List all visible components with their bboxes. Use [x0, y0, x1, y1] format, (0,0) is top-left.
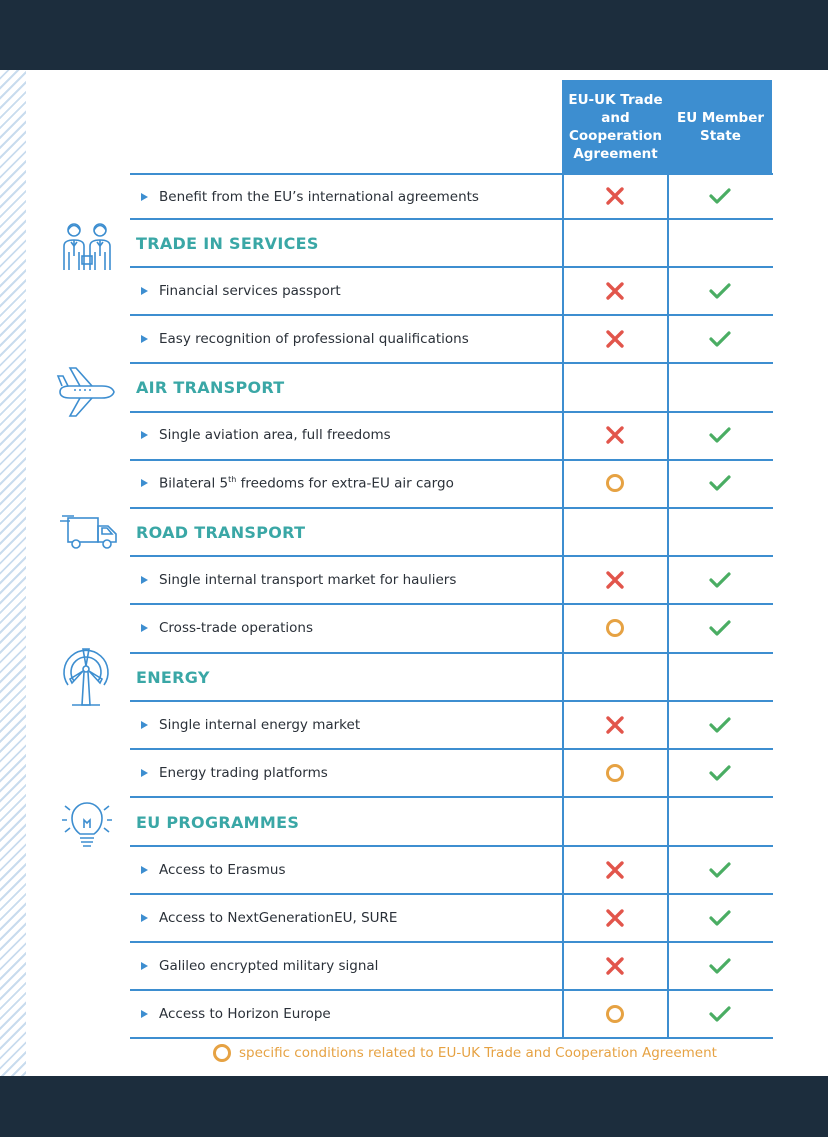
- decorative-stripes: [0, 70, 26, 1076]
- section-title-trade-in-services: TRADE IN SERVICES: [136, 233, 319, 253]
- bullet-triangle-icon: [141, 866, 148, 874]
- check-icon: [709, 185, 731, 207]
- row-label: Access to Horizon Europe: [159, 1006, 331, 1022]
- lightbulb-icon: [62, 798, 112, 850]
- row-label-prefix: Bilateral 5: [159, 475, 229, 492]
- check-icon: [709, 955, 731, 977]
- check-icon: [709, 1003, 731, 1025]
- document-page: [0, 70, 828, 1076]
- table-row: [130, 943, 563, 989]
- table-row: [130, 605, 563, 651]
- row-label: Single internal transport market for hauliers: [159, 572, 457, 588]
- table-row: [130, 268, 563, 314]
- table-row: [130, 174, 563, 220]
- section-title-energy: ENERGY: [136, 667, 210, 687]
- row-label-superscript: th: [228, 474, 237, 484]
- table-row: [130, 847, 563, 893]
- table-row: [130, 750, 563, 796]
- business-people-icon: [58, 220, 116, 274]
- table-row: [130, 316, 563, 362]
- row-label: Energy trading platforms: [159, 765, 328, 781]
- cross-icon: [604, 714, 626, 736]
- row-label: Financial services passport: [159, 283, 341, 299]
- row-label: Galileo encrypted military signal: [159, 958, 379, 974]
- table-row: [130, 460, 563, 506]
- section-title-road-transport: ROAD TRANSPORT: [136, 522, 306, 542]
- bullet-triangle-icon: [141, 335, 148, 343]
- row-label: Single aviation area, full freedoms: [159, 427, 391, 443]
- circle-icon: [604, 472, 626, 494]
- cross-icon: [604, 424, 626, 446]
- bullet-triangle-icon: [141, 914, 148, 922]
- cross-icon: [604, 907, 626, 929]
- bullet-triangle-icon: [141, 287, 148, 295]
- cross-icon: [604, 328, 626, 350]
- check-icon: [709, 907, 731, 929]
- check-icon: [709, 472, 731, 494]
- row-label-suffix: freedoms for extra-EU air cargo: [236, 475, 454, 492]
- column-header-eu-uk-tca: EU-UK Trade and Cooperation Agreement: [564, 80, 667, 174]
- legend: [213, 1044, 717, 1062]
- row-label: Single internal energy market: [159, 717, 361, 733]
- row-divider: [130, 796, 773, 798]
- airplane-icon: [56, 364, 116, 420]
- cross-icon: [604, 859, 626, 881]
- row-label: Access to Erasmus: [159, 862, 286, 878]
- check-icon: [709, 617, 731, 639]
- circle-icon: [213, 1044, 231, 1062]
- truck-icon: [60, 512, 120, 552]
- check-icon: [709, 280, 731, 302]
- bullet-triangle-icon: [141, 624, 148, 632]
- check-icon: [709, 762, 731, 784]
- cross-icon: [604, 955, 626, 977]
- check-icon: [709, 424, 731, 446]
- wind-turbine-icon: [60, 645, 112, 707]
- row-label: Access to NextGenerationEU, SURE: [159, 910, 398, 926]
- row-label: [159, 475, 454, 492]
- row-divider: [130, 1037, 773, 1039]
- table-row: [130, 702, 563, 748]
- check-icon: [709, 569, 731, 591]
- circle-icon: [604, 1003, 626, 1025]
- bullet-triangle-icon: [141, 479, 148, 487]
- cross-icon: [604, 569, 626, 591]
- cross-icon: [604, 280, 626, 302]
- circle-icon: [604, 617, 626, 639]
- bullet-triangle-icon: [141, 431, 148, 439]
- bullet-triangle-icon: [141, 721, 148, 729]
- circle-icon: [604, 762, 626, 784]
- legend-text: specific conditions related to EU-UK Trade and Cooperation Agreement: [239, 1045, 717, 1061]
- row-divider: [130, 652, 773, 654]
- cross-icon: [604, 185, 626, 207]
- bullet-triangle-icon: [141, 769, 148, 777]
- table-row: [130, 557, 563, 603]
- section-title-air-transport: AIR TRANSPORT: [136, 377, 285, 397]
- check-icon: [709, 714, 731, 736]
- bullet-triangle-icon: [141, 962, 148, 970]
- check-icon: [709, 328, 731, 350]
- table-row: [130, 895, 563, 941]
- bullet-triangle-icon: [141, 576, 148, 584]
- row-label: Cross-trade operations: [159, 620, 314, 636]
- table-row: [130, 991, 563, 1037]
- section-title-eu-programmes: EU PROGRAMMES: [136, 812, 300, 832]
- table-row: [130, 412, 563, 458]
- row-label: Easy recognition of professional qualifications: [159, 331, 469, 347]
- bullet-triangle-icon: [141, 193, 148, 201]
- row-label: Benefit from the EU’s international agreements: [159, 189, 479, 205]
- check-icon: [709, 859, 731, 881]
- column-header-eu-member-state: EU Member State: [669, 80, 772, 174]
- bullet-triangle-icon: [141, 1010, 148, 1018]
